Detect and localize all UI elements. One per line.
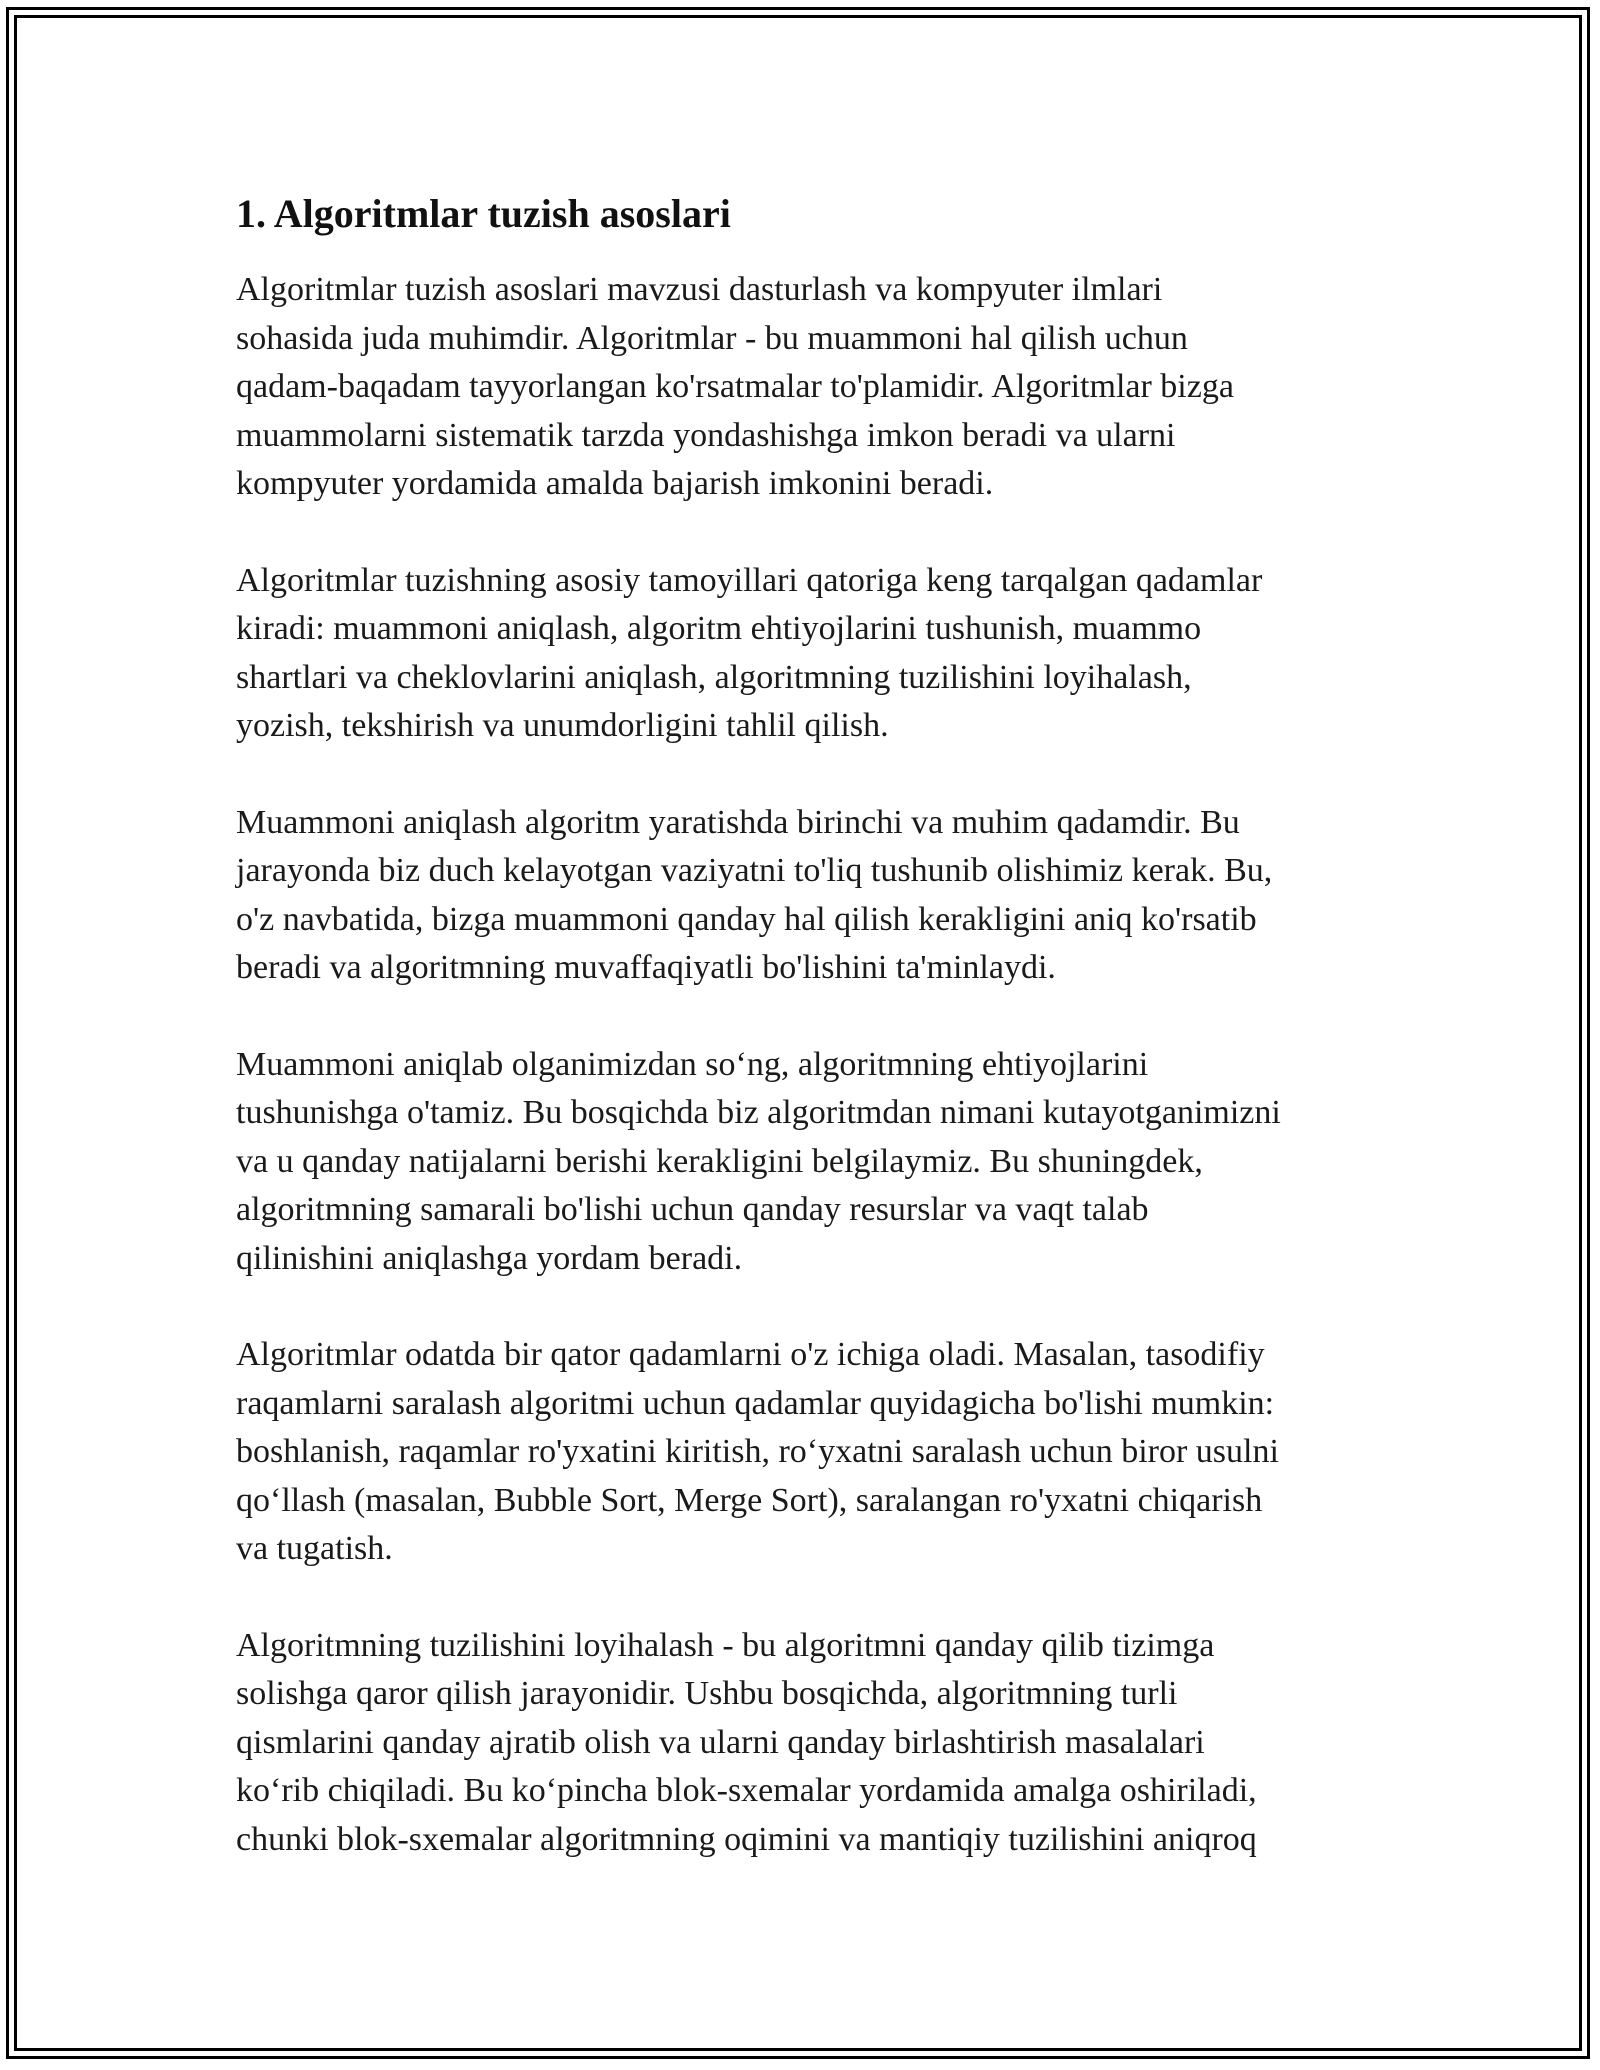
paragraph-structure-design: Algoritmning tuzilishini loyihalash - bu algoritmni qanday qilib tizimga solishga qaror qilish jarayonidir. Ushbu bosqichda, algoritmning turli qismlarini qanday ajratib olish va ularni qanday birlashtirish masalalari ko‘rib chiqiladi. Bu ko‘pincha blok-sxemalar yordamida amalga oshiriladi, chunki blok-sxemalar algoritmning oqimini va mantiqiy tuzilishini aniqroq	[236, 1626, 1257, 1858]
paragraph-principles: Algoritmlar tuzishning asosiy tamoyillari qatoriga keng tarqalgan qadamlar kiradi: muammoni aniqlash, algoritm ehtiyojlarini tushunish, muammo shartlari va cheklovlarini aniqlash, algoritmning tuzilishini loyihalash, yozish, tekshirish va unumdorligini tahlil qilish.	[236, 561, 1263, 744]
document-body	[236, 188, 1396, 1912]
paragraph-requirements: Muammoni aniqlab olganimizdan so‘ng, algoritmning ehtiyojlarini tushunishga o'tamiz. Bu bosqichda biz algoritmdan nimani kutayotganimizni va u qanday natijalarni berishi kerakligini belgilaymiz. Bu shuningdek, algoritmning samarali bo'lishi uchun qanday resurslar va vaqt talab qilinishini aniqlashga yordam beradi.	[236, 1045, 1281, 1277]
paragraph-steps-example: Algoritmlar odatda bir qator qadamlarni o'z ichiga oladi. Masalan, tasodifiy raqamlarni saralash algoritmi uchun qadamlar quyidagicha bo'lishi mumkin: boshlanish, raqamlar ro'yxatini kiritish, ro‘yxatni saralash uchun biror usulni qo‘llash (masalan, Bubble Sort, Merge Sort), saralangan ro'yxatni chiqarish va tugatish.	[236, 1336, 1279, 1567]
section-heading: 1. Algoritmlar tuzish asoslari	[236, 191, 731, 236]
paragraph-problem-definition: Muammoni aniqlash algoritm yaratishda birinchi va muhim qadamdir. Bu jarayonda biz duch kelayotgan vaziyatni to'liq tushunib olishimiz kerak. Bu, o'z navbatida, bizga muammoni qanday hal qilish kerakligini aniq ko'rsatib beradi va algoritmning muvaffaqiyatli bo'lishini ta'minlaydi.	[236, 803, 1273, 986]
paragraph-intro: Algoritmlar tuzish asoslari mavzusi dasturlash va kompyuter ilmlari sohasida juda muhimdir. Algoritmlar - bu muammoni hal qilish uchun qadam-baqadam tayyorlangan ko'rsatmalar to'plamidir. Algoritmlar bizga muammolarni sistematik tarzda yondashishga imkon beradi va ularni kompyuter yordamida amalda bajarish imkonini beradi.	[236, 271, 1234, 502]
